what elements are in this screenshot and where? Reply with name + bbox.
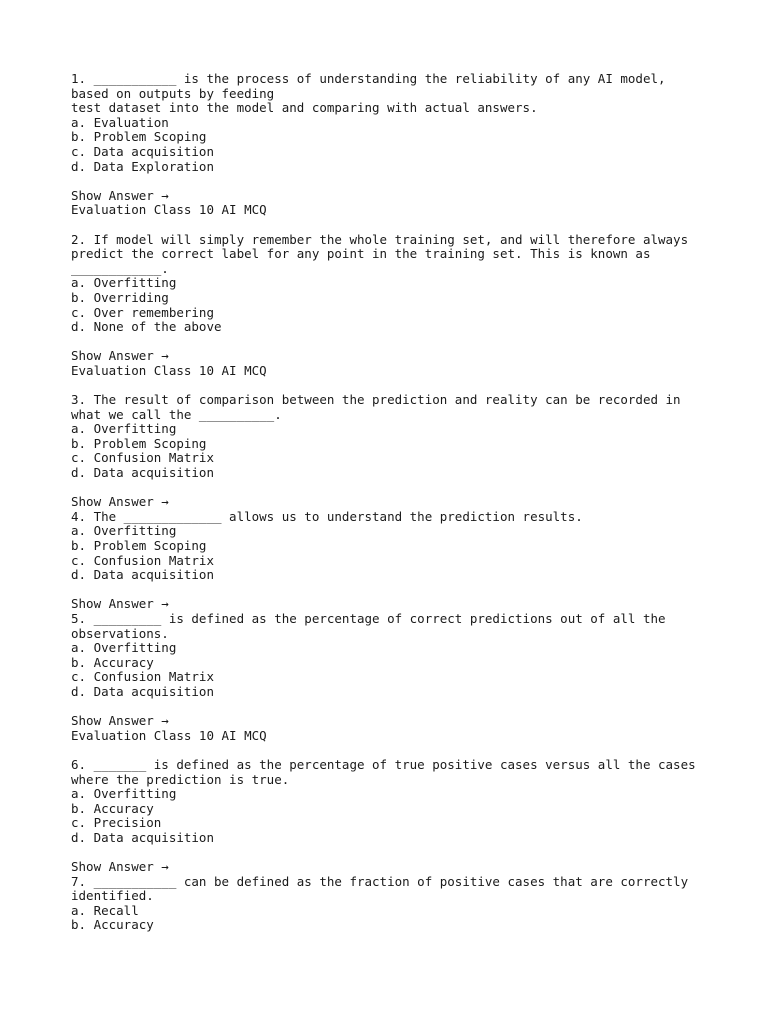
show-answer-button-6[interactable]: Show Answer → bbox=[71, 859, 169, 875]
show-answer-button-3[interactable]: Show Answer → bbox=[71, 494, 169, 510]
question-3-option-a: a. Overfitting bbox=[71, 421, 177, 437]
spacer bbox=[71, 481, 751, 496]
question-1-text: test dataset into the model and comparing with actual answers. bbox=[71, 100, 538, 116]
show-answer-button-1[interactable]: Show Answer → bbox=[71, 187, 169, 203]
question-6-option-d: d. Data acquisition bbox=[71, 829, 214, 845]
show-answer-button-4[interactable]: Show Answer → bbox=[71, 596, 169, 612]
show-answer-button-2[interactable]: Show Answer → bbox=[71, 348, 169, 364]
question-7-option-b: b. Accuracy bbox=[71, 917, 154, 933]
spacer bbox=[71, 378, 751, 393]
mcq-document bbox=[71, 72, 751, 933]
question-3-text: 3. The result of comparison between the prediction and reality can be recorded in bbox=[71, 392, 681, 408]
question-2-text: 2. If model will simply remember the whole training set, and will therefore always bbox=[71, 231, 689, 247]
question-6-text: where the prediction is true. bbox=[71, 771, 290, 787]
question-3-option-d: d. Data acquisition bbox=[71, 465, 214, 481]
question-2-text: ____________. bbox=[71, 260, 169, 276]
question-1-option-d: d. Data Exploration bbox=[71, 158, 214, 174]
question-3-option-b: b. Problem Scoping bbox=[71, 435, 207, 451]
question-2-option-a: a. Overfitting bbox=[71, 275, 177, 291]
spacer bbox=[71, 335, 751, 350]
spacer bbox=[71, 845, 751, 860]
evaluation-link-2[interactable]: Evaluation Class 10 AI MCQ bbox=[71, 362, 267, 378]
question-5-option-b: b. Accuracy bbox=[71, 654, 154, 670]
question-4-option-b: b. Problem Scoping bbox=[71, 538, 207, 553]
question-4-option-c: c. Confusion Matrix bbox=[71, 552, 214, 568]
question-2-option-b: b. Overriding bbox=[71, 289, 169, 305]
question-4-text: 4. The _____________ allows us to understand the prediction results. bbox=[71, 508, 583, 524]
spacer bbox=[71, 743, 751, 758]
question-2-option-d: d. None of the above bbox=[71, 319, 222, 335]
question-5-text: observations. bbox=[71, 625, 169, 641]
question-5-option-c: c. Confusion Matrix bbox=[71, 669, 214, 685]
question-6-option-c: c. Precision bbox=[71, 815, 162, 831]
question-1-option-b: b. Problem Scoping bbox=[71, 129, 207, 145]
question-7-option-a: a. Recall bbox=[71, 902, 139, 918]
question-7-text: 7. ___________ can be defined as the fraction of positive cases that are correctly bbox=[71, 873, 689, 889]
spacer bbox=[71, 700, 751, 715]
spacer bbox=[71, 218, 751, 233]
question-4-option-a: a. Overfitting bbox=[71, 523, 177, 539]
question-1-text: based on outputs by feeding bbox=[71, 85, 275, 101]
question-2-option-c: c. Over remembering bbox=[71, 304, 214, 320]
question-1-option-c: c. Data acquisition bbox=[71, 143, 214, 159]
question-3-option-c: c. Confusion Matrix bbox=[71, 450, 214, 466]
question-5-text: 5. _________ is defined as the percentage of correct predictions out of all the bbox=[71, 610, 666, 626]
show-answer-button-5[interactable]: Show Answer → bbox=[71, 713, 169, 729]
question-5-option-d: d. Data acquisition bbox=[71, 683, 214, 699]
question-3-text: what we call the __________. bbox=[71, 406, 282, 422]
question-1-option-a: a. Evaluation bbox=[71, 114, 169, 130]
question-4-option-d: d. Data acquisition bbox=[71, 567, 214, 583]
question-5-option-a: a. Overfitting bbox=[71, 640, 177, 656]
evaluation-link-3[interactable]: Evaluation Class 10 AI MCQ bbox=[71, 727, 267, 743]
question-1-text: 1. ___________ is the process of understanding the reliability of any AI model, bbox=[71, 71, 666, 86]
question-7-text: identified. bbox=[71, 888, 154, 904]
evaluation-link-1[interactable]: Evaluation Class 10 AI MCQ bbox=[71, 202, 267, 218]
question-6-option-a: a. Overfitting bbox=[71, 786, 177, 802]
spacer bbox=[71, 174, 751, 189]
question-2-text: predict the correct label for any point in the training set. This is known as bbox=[71, 246, 651, 262]
question-6-text: 6. _______ is defined as the percentage of true positive cases versus all the cases bbox=[71, 756, 696, 772]
question-6-option-b: b. Accuracy bbox=[71, 800, 154, 816]
spacer bbox=[71, 583, 751, 598]
